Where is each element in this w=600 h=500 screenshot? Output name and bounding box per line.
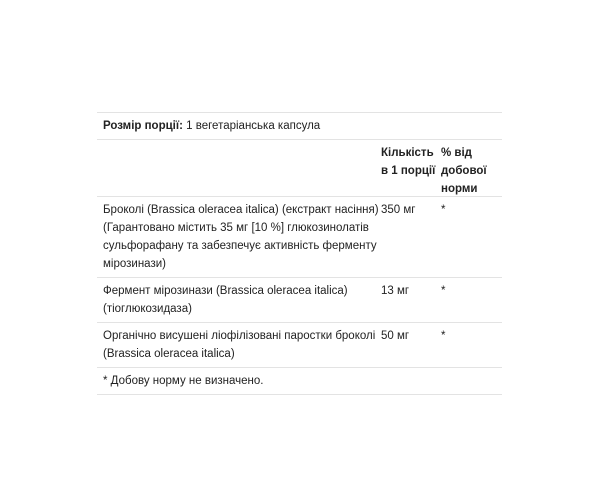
serving-size-label: Розмір порції: <box>103 120 183 132</box>
footnote: * Добову норму не визначено. <box>97 368 502 395</box>
ingredient-daily-value: * <box>441 330 446 342</box>
serving-size-row <box>97 112 502 140</box>
ingredient-name: Броколі (Brassica oleracea italica) (екстракт насіння) (Гарантовано містить 35 мг [10 %] глюкозинолатів сульфорафану та забезпечує активність ферменту мірозинази) <box>103 204 379 270</box>
ingredient-daily-value: * <box>441 204 446 216</box>
ingredient-name: Фермент мірозинази (Brassica oleracea italica) (тіоглюкозидаза) <box>103 285 348 315</box>
table-row <box>97 323 502 368</box>
header-amount: Кількість в 1 порції <box>381 147 436 177</box>
ingredient-name: Органічно висушені ліофілізовані паростки броколі (Brassica oleracea italica) <box>103 330 376 360</box>
ingredient-amount: 13 мг <box>381 285 410 297</box>
ingredient-amount: 350 мг <box>381 204 416 216</box>
ingredient-daily-value: * <box>441 285 446 297</box>
table-row <box>97 278 502 323</box>
header-daily-value: % від добової норми <box>441 147 487 195</box>
table-row <box>97 197 502 278</box>
serving-size-value: 1 вегетаріанська капсула <box>186 120 321 132</box>
ingredient-amount: 50 мг <box>381 330 410 342</box>
supplement-facts-table <box>97 112 502 395</box>
table-header-row <box>97 140 502 197</box>
